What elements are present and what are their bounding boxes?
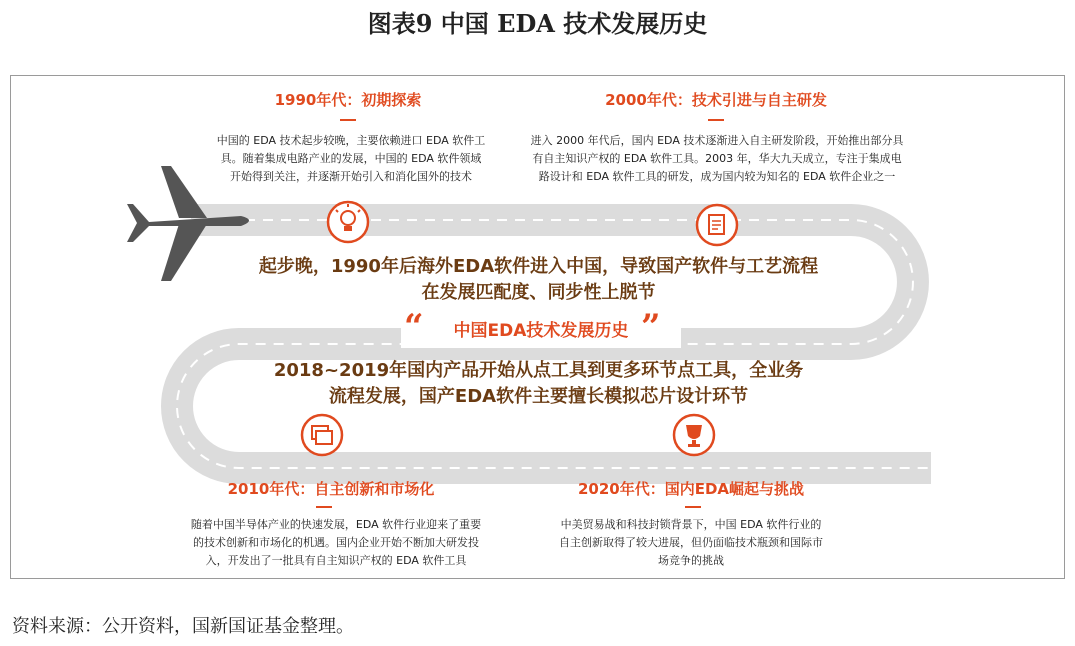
milestone-2020-trophy-icon — [674, 415, 714, 455]
era-2020-description: 中美贸易战和科技封锁背景下，中国 EDA 软件行业的 自主创新取得了较大进展，但仍面临技术瓶颈和国际市 场竞争的挑战 — [559, 518, 823, 567]
era-2020-dash — [685, 506, 701, 508]
era-2010-dash — [316, 506, 332, 508]
summary-top: 起步晚，1990年后海外EDA软件进入中国，导致国产软件与工艺流程 在发展匹配度、同步性上脱节 — [258, 256, 819, 303]
era-2000-title: 2000年代：技术引进与自主研发 — [605, 91, 827, 109]
era-2000-description: 进入 2000 年代后，国内 EDA 技术逐渐进入自主研发阶段，开始推出部分具 有自主知识产权的 EDA 软件工具。2003 年，华大九天成立，专注于集成电 路设计和 EDA 软件工具的研发，成为国内较为知名的 EDA 软件企业之一 — [530, 134, 904, 183]
summary-bottom: 2018~2019年国内产品开始从点工具到更多环节点工具，全业务 流程发展，国产EDA软件主要擅长模拟芯片设计环节 — [273, 360, 804, 407]
era-2020-title: 2020年代：国内EDA崛起与挑战 — [577, 480, 805, 498]
era-2010-title: 2010年代：自主创新和市场化 — [227, 480, 435, 498]
figure-title: 图表9 中国 EDA 技术发展历史 — [367, 9, 708, 38]
source-note: 资料来源：公开资料，国新国证基金整理。 — [12, 616, 354, 637]
quote-close-mark: ” — [641, 307, 661, 347]
timeline-diagram — [10, 75, 1065, 579]
road-arrow-icon — [931, 461, 943, 475]
milestone-2010-stack-icon — [302, 415, 342, 455]
era-1990-title: 1990年代：初期探索 — [274, 91, 422, 109]
quote-open-mark: “ — [404, 307, 424, 347]
era-2010-description: 随着中国半导体产业的快速发展，EDA 软件行业迎来了重要 的技术创新和市场化的机遇。国内企业开始不断加大研发投 入，开发出了一批具有自主知识产权的 EDA 软件工具 — [190, 518, 482, 567]
era-1990-description: 中国的 EDA 技术起步较晚，主要依赖进口 EDA 软件工 具。随着集成电路产业的发展，中国的 EDA 软件领域 开始得到关注，并逐渐开始引入和消化国外的技术 — [216, 134, 486, 183]
center-title: 中国EDA技术发展历史 — [401, 314, 681, 348]
era-2000-dash — [708, 119, 724, 121]
milestone-2000-document-icon — [697, 205, 737, 245]
milestone-1990-lightbulb-icon — [328, 202, 368, 242]
era-1990-dash — [340, 119, 356, 121]
